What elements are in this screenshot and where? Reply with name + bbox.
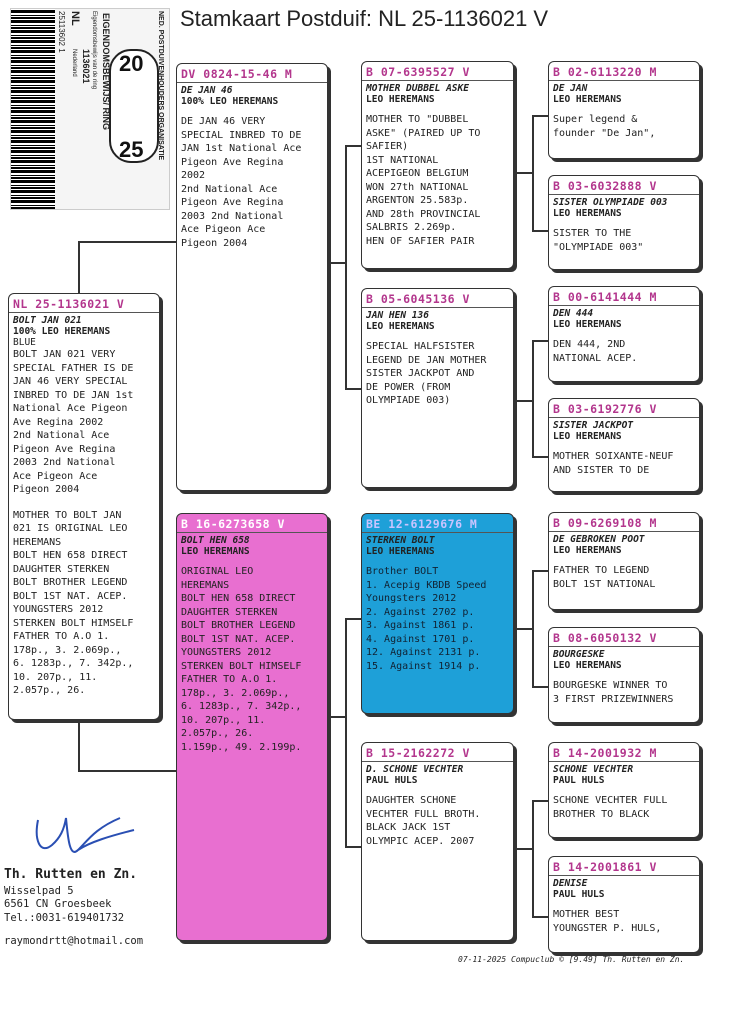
pigeon-owner: LEO HEREMANS <box>553 208 622 219</box>
ring-number: B 16-6273658 V <box>177 517 327 533</box>
ring-number: B 09-6269108 M <box>549 516 699 532</box>
connector <box>532 340 548 342</box>
ring-number: B 05-6045136 V <box>362 292 513 308</box>
pigeon-description: DAUGHTER SCHONE VECHTER FULL BROTH. BLACK JACK 1ST OLYMPIC ACEP. 2007 <box>366 795 481 847</box>
pigeon-name: BOURGESKE <box>553 649 605 660</box>
pigeon-owner: PAUL HULS <box>553 889 605 900</box>
connector <box>515 172 534 174</box>
pigeon-card-fff <box>548 61 700 159</box>
connector <box>78 241 80 293</box>
pigeon-owner: LEO HEREMANS <box>366 546 435 557</box>
pigeon-name: DE GEBROKEN POOT <box>553 534 645 545</box>
pigeon-name: SISTER OLYMPIADE 003 <box>553 197 668 208</box>
connector <box>515 848 534 850</box>
sticker-country: NL <box>69 11 81 26</box>
pigeon-description: BOLT JAN 021 VERY SPECIAL FATHER IS DE JAN 46 VERY SPECIAL INBRED TO DE JAN 1st National Ace Pigeon Ave Regina 2002 2nd National Ace Pigeon Ave Regina 2003 2nd National Ace Pigeon Ace Pigeon 2004 <box>13 349 134 495</box>
pigeon-card-mmm <box>548 856 700 953</box>
sticker-band-text: EIGENDOMSBEWIJS/ RING <box>101 13 111 131</box>
pigeon-name: BOLT HEN 658 <box>181 535 250 546</box>
page-title: Stamkaart Postduif: NL 25-1136021 V <box>180 6 549 31</box>
pigeon-name: STERKEN BOLT <box>366 535 435 546</box>
connector <box>532 456 548 458</box>
ring-number: B 03-6192776 V <box>549 402 699 418</box>
pigeon-owner: PAUL HULS <box>366 775 418 786</box>
pigeon-card-mmf <box>548 742 700 838</box>
connector <box>345 846 361 848</box>
pigeon-card-fm <box>361 288 514 488</box>
footer-print-info: 07-11-2025 Compuclub © [9.49] Th. Rutten en Zn. <box>458 955 685 964</box>
pigeon-card-fmf <box>548 286 700 382</box>
pigeon-name: DE JAN 46 <box>181 85 233 96</box>
sticker-org: NED. POSTDUIVENHOUDERS ORGANISATIE <box>157 11 164 161</box>
pigeon-card-fmm <box>548 398 700 492</box>
pigeon-description: Brother BOLT 1. Acepig KBDB Speed Youngsters 2012 2. Against 2702 p. 3. Against 1861 p. 4. Against 1701 p. 12. Against 2131 p. 15. Against 1914 p. <box>366 566 487 672</box>
breeder-phone: Tel.:0031-619401732 <box>4 911 125 924</box>
pigeon-card-mother <box>176 513 328 941</box>
connector <box>515 400 534 402</box>
pigeon-owner: LEO HEREMANS <box>366 94 435 105</box>
pigeon-name: DE JAN <box>553 83 588 94</box>
pigeon-card-mm <box>361 742 514 941</box>
pigeon-description: MOTHER SOIXANTE-NEUF AND SISTER TO DE <box>553 451 674 476</box>
connector <box>327 262 347 264</box>
ring-number: B 14-2001861 V <box>549 860 699 876</box>
pigeon-name: SCHONE VECHTER <box>553 764 634 775</box>
connector <box>532 800 534 918</box>
sticker-ring-no: 1136021 <box>81 49 91 84</box>
pigeon-description: BOURGESKE WINNER TO 3 FIRST PRIZEWINNERS <box>553 680 674 705</box>
barcode <box>11 9 55 209</box>
connector <box>532 230 548 232</box>
pigeon-description: DE JAN 46 VERY SPECIAL INBRED TO DE JAN 1st National Ace Pigeon Ave Regina 2002 2nd National Ace Pigeon Ave Regina 2003 2nd National Ace Pigeon Ace Pigeon 2004 <box>181 116 302 249</box>
connector <box>532 800 548 802</box>
sticker-year-right: 25 <box>119 137 144 162</box>
connector <box>345 618 361 620</box>
ring-number: B 00-6141444 M <box>549 290 699 306</box>
connector <box>327 716 347 718</box>
connector <box>515 628 534 630</box>
signature <box>30 800 140 870</box>
connector <box>532 340 534 458</box>
connector <box>532 916 548 918</box>
pigeon-card-father <box>176 63 328 491</box>
connector <box>78 770 176 772</box>
ring-number: B 07-6395527 V <box>362 65 513 81</box>
ring-number: B 14-2001932 M <box>549 746 699 762</box>
sticker-year-left: 20 <box>119 51 144 76</box>
pigeon-card-mf <box>361 513 514 714</box>
pigeon-name: D. SCHONE VECHTER <box>366 764 464 775</box>
pigeon-card-ff <box>361 61 514 269</box>
breeder-name: Th. Rutten en Zn. <box>4 867 138 882</box>
connector <box>532 115 548 117</box>
breeder-street: Wisselpad 5 <box>4 884 74 897</box>
ring-number: B 02-6113220 M <box>549 65 699 81</box>
connector <box>345 145 347 389</box>
ring-number: B 03-6032888 V <box>549 179 699 195</box>
ring-number: BE 12-6129676 M <box>362 517 513 533</box>
pigeon-owner: LEO HEREMANS <box>553 431 622 442</box>
pigeon-name: JAN HEN 136 <box>366 310 429 321</box>
pigeon-owner: LEO HEREMANS <box>181 546 250 557</box>
pigeon-owner: LEO HEREMANS <box>553 545 622 556</box>
pigeon-name: BOLT JAN 021 <box>13 315 82 326</box>
connector <box>345 388 361 390</box>
ring-number: B 08-6050132 V <box>549 631 699 647</box>
pigeon-description: FATHER TO LEGEND BOLT 1ST NATIONAL <box>553 565 656 590</box>
sticker-code: 25113602 1 <box>57 11 66 53</box>
pigeon-owner: LEO HEREMANS <box>553 660 622 671</box>
pigeon-owner: 100% LEO HEREMANS <box>181 96 279 107</box>
pigeon-owner: LEO HEREMANS <box>553 94 622 105</box>
ring-number: B 15-2162272 V <box>362 746 513 762</box>
pigeon-card-ffm <box>548 175 700 270</box>
connector <box>345 145 361 147</box>
pigeon-card-mfm <box>548 627 700 723</box>
connector <box>78 241 176 243</box>
sticker-note: Eigendomsbewijs van de ring <box>91 11 97 90</box>
pigeon-color: BLUE <box>13 337 36 348</box>
pigeon-name: SISTER JACKPOT <box>553 420 634 431</box>
ring-number: DV 0824-15-46 M <box>177 67 327 83</box>
connector <box>345 618 347 848</box>
pigeon-name: DEN 444 <box>553 308 594 319</box>
pigeon-owner: 100% LEO HEREMANS <box>13 326 111 337</box>
connector <box>532 570 548 572</box>
connector <box>532 686 548 688</box>
pigeon-description: ORIGINAL LEO HEREMANS BOLT HEN 658 DIRECT DAUGHTER STERKEN BOLT BROTHER LEGEND BOLT 1ST NAT. ACEP. YOUNGSTERS 2012 STERKEN BOLT HIMSELF FATHER TO A.O 1. 178p., 3. 2.069p., 6. 1283p., 7. 342p., 10. 207p., 11. 2.057p., 26. 1.159p., 49. 2.199p. <box>181 566 302 753</box>
pigeon-owner: PAUL HULS <box>553 775 605 786</box>
pigeon-name: MOTHER DUBBEL ASKE <box>366 83 469 94</box>
breeder-email: raymondrtt@hotmail.com <box>4 935 144 947</box>
pigeon-description: SISTER TO THE "OLYMPIADE 003" <box>553 228 644 253</box>
pigeon-description: SPECIAL HALFSISTER LEGEND DE JAN MOTHER SISTER JACKPOT AND DE POWER (FROM OLYMPIADE 003) <box>366 341 487 406</box>
ring-number: NL 25-1136021 V <box>9 297 159 313</box>
pigeon-owner: LEO HEREMANS <box>366 321 435 332</box>
pigeon-owner: LEO HEREMANS <box>553 319 622 330</box>
pigeon-description: MOTHER TO "DUBBEL ASKE" (PAIRED UP TO SAFIER) 1ST NATIONAL ACEPIGEON BELGIUM WON 27th NATIONAL ARGENTON 25.583p. AND 28th PROVINCIAL SALBRIS 2.269p. HEN OF SAFIER PAIR <box>366 114 481 247</box>
pigeon-description-2: MOTHER TO BOLT JAN 021 IS ORIGINAL LEO HEREMANS BOLT HEN 658 DIRECT DAUGHTER STERKEN BOLT BROTHER LEGEND BOLT 1ST NAT. ACEP. YOUNGSTERS 2012 STERKEN BOLT HIMSELF FATHER TO A.O 1. 178p., 3. 2.069p., 6. 1283p., 7. 342p., 10. 207p., 11. 2.057p., 26. <box>13 509 134 696</box>
pigeon-card-mff <box>548 512 700 610</box>
sticker-region: Nederland <box>71 49 77 77</box>
pigeon-card-subject <box>8 293 160 720</box>
ring-sticker <box>10 8 170 210</box>
pigeon-description: MOTHER BEST YOUNGSTER P. HULS, <box>553 909 662 934</box>
pigeon-name: DENISE <box>553 878 588 889</box>
pigeon-description: DEN 444, 2ND NATIONAL ACEP. <box>553 339 638 364</box>
pigeon-description: SCHONE VECHTER FULL BROTHER TO BLACK <box>553 795 668 820</box>
breeder-city: 6561 CN Groesbeek <box>4 898 112 910</box>
pigeon-description: Super legend & founder "De Jan", <box>553 114 656 139</box>
breeder-info <box>4 868 143 949</box>
connector <box>78 720 80 772</box>
